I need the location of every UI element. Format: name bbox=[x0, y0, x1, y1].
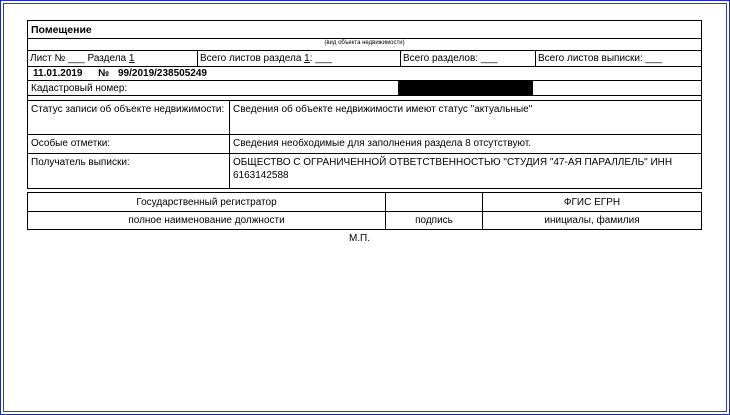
redacted-cadastral-number bbox=[398, 81, 533, 96]
registrar-position: Государственный регистратор bbox=[28, 193, 386, 212]
section-sheets-cell bbox=[197, 51, 400, 66]
sheet-number-cell bbox=[28, 51, 197, 66]
info-value: ОБЩЕСТВО С ОГРАНИЧЕННОЙ ОТВЕТСТВЕННОСТЬЮ "СТУДИЯ "47-АЯ ПАРАЛЛЕЛЬ" ИНН 6163142588 bbox=[230, 154, 702, 189]
table-row bbox=[28, 101, 702, 135]
signature-table bbox=[27, 192, 702, 230]
signature-row bbox=[28, 193, 702, 212]
section-number: 1 bbox=[128, 53, 135, 64]
registrar-org: ФГИС ЕГРН bbox=[483, 193, 702, 212]
object-type-caption: (вид объекта недвижимости) bbox=[324, 40, 405, 46]
signature-caption: подпись bbox=[386, 212, 483, 230]
date-number-row bbox=[27, 67, 702, 81]
sheet-number-label: Лист № ___ Раздела bbox=[30, 53, 127, 64]
caption-row bbox=[28, 212, 702, 230]
name-caption: инициалы, фамилия bbox=[483, 212, 702, 230]
title-row bbox=[27, 20, 702, 39]
info-table bbox=[27, 100, 702, 189]
sheet-counts-row bbox=[27, 51, 702, 67]
table-row bbox=[28, 154, 702, 189]
stamp-place: М.П. bbox=[348, 233, 371, 244]
number-sign: № bbox=[98, 68, 110, 79]
info-value: Сведения об объекте недвижимости имеют статус "актуальные" bbox=[230, 101, 702, 135]
document-sheet bbox=[27, 20, 702, 244]
extract-date: 11.01.2019 bbox=[33, 68, 83, 79]
section-sheets-label: Всего листов раздела bbox=[200, 53, 302, 64]
cadastral-label: Кадастровый номер: bbox=[31, 83, 128, 94]
section-sheets-tail: : ___ bbox=[309, 53, 332, 64]
cadastral-row bbox=[27, 81, 702, 96]
position-caption: полное наименование должности bbox=[28, 212, 386, 230]
info-value: Сведения необходимые для заполнения раздела 8 отсутствуют. bbox=[230, 135, 702, 154]
total-extract-sheets-label: Всего листов выписки: ___ bbox=[538, 53, 663, 64]
info-label: Статус записи об объекте недвижимости: bbox=[28, 101, 230, 135]
section-sheets-count: 1 bbox=[304, 53, 310, 64]
info-label: Особые отметки: bbox=[28, 135, 230, 154]
table-row bbox=[28, 135, 702, 154]
subtitle-row bbox=[27, 39, 702, 51]
signature-space bbox=[386, 193, 483, 212]
total-extract-sheets-cell bbox=[535, 51, 701, 66]
total-sections-cell bbox=[400, 51, 535, 66]
total-sections-label: Всего разделов: ___ bbox=[403, 53, 498, 64]
object-type-title: Помещение bbox=[31, 24, 92, 36]
info-label: Получатель выписки: bbox=[28, 154, 230, 189]
extract-number: 99/2019/238505249 bbox=[118, 68, 207, 79]
